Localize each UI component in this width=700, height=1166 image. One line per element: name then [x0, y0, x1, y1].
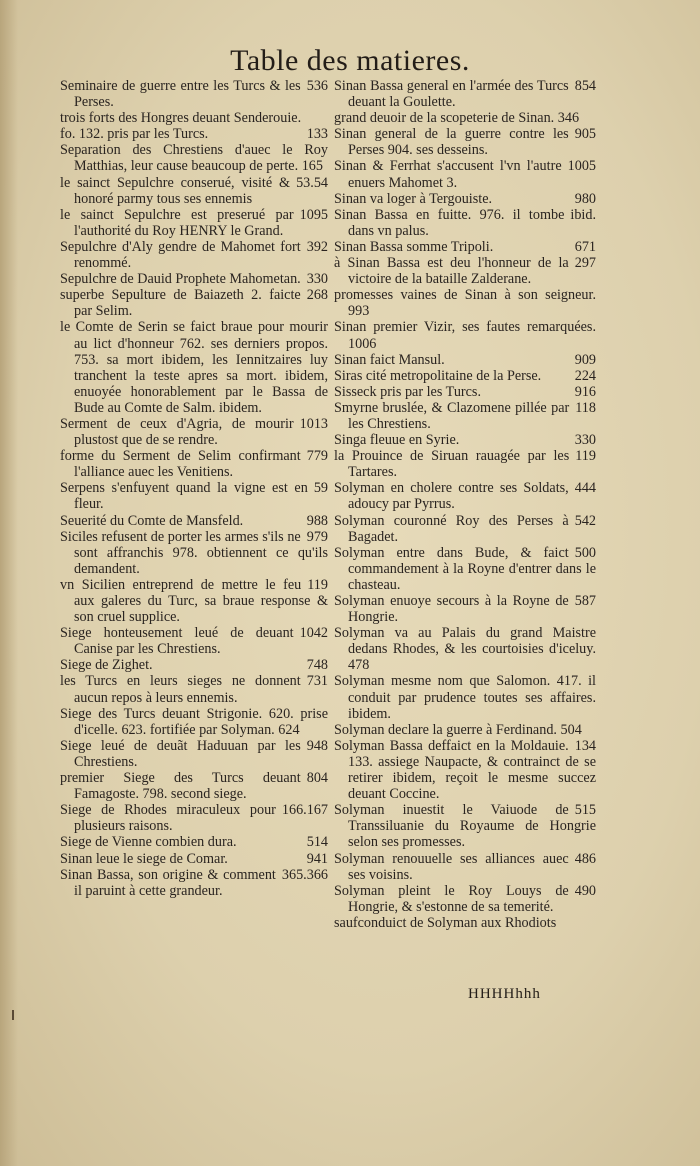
index-entry-page: 59 — [313, 480, 328, 497]
index-entry — [334, 239, 596, 255]
index-entry-page: 118 — [575, 399, 596, 416]
index-entry-page: 909 — [574, 351, 596, 368]
index-entry-page: 854 — [574, 78, 596, 94]
index-entry — [334, 722, 596, 738]
index-entry-page: 119 — [307, 576, 328, 593]
index-entry-page: 779 — [306, 448, 328, 465]
index-entry-text: Solyman en cholere contre ses Soldats, adoucy par Pyrrus. — [334, 480, 569, 513]
index-entry-page: 980 — [574, 190, 596, 207]
index-entry-page: 365.366 — [281, 866, 328, 883]
index-entry-text: Sinan va loger à Tergouiste. — [334, 190, 493, 207]
index-entry-page: 1005 — [567, 158, 596, 175]
index-entry-page: 268 — [306, 287, 328, 304]
index-entry-page: 133 — [306, 126, 328, 143]
index-entry-page: 731 — [306, 673, 328, 690]
index-entry-text: Siege de Zighet. — [60, 657, 153, 674]
index-entry-text: forme du Serment de Selim confirmant l'alliance auec les Venitiens. — [60, 448, 301, 481]
index-entry — [334, 255, 596, 287]
index-entry-page: 490 — [574, 882, 596, 899]
index-entry — [334, 191, 596, 207]
index-entry-page: 224 — [574, 367, 596, 384]
index-entry — [334, 158, 596, 190]
index-entry — [60, 625, 328, 657]
index-entry-text: Solyman enuoye secours à la Royne de Hongrie. — [334, 593, 569, 626]
index-entry — [60, 738, 328, 770]
index-entry-page: 988 — [306, 512, 328, 529]
printer-signature-mark: HHHHhhh — [468, 986, 541, 1002]
index-entry-page: 500 — [574, 544, 596, 561]
index-entry — [60, 529, 328, 577]
index-entry-page: 536 — [306, 78, 328, 94]
index-entry-page: 515 — [574, 802, 596, 819]
index-entry — [334, 352, 596, 368]
index-entry-page: 542 — [574, 512, 596, 529]
index-entry — [334, 673, 596, 721]
index-entry-page: 486 — [574, 850, 596, 867]
index-entry — [60, 867, 328, 899]
index-entry — [60, 239, 328, 271]
index-entry-text: fo. 132. pris par les Turcs. — [60, 126, 209, 143]
index-entry-text: Siras cité metropolitaine de la Perse. — [334, 367, 542, 384]
index-entry — [334, 78, 596, 110]
index-entry-text: promesses vaines de Sinan à son seigneur. 993 — [334, 287, 596, 320]
index-entry-page: 514 — [306, 834, 328, 851]
index-entry — [60, 851, 328, 867]
index-entry — [60, 175, 328, 207]
page-gutter-shadow — [0, 0, 18, 1166]
index-entry-page: 948 — [306, 737, 328, 754]
index-entry — [334, 319, 596, 351]
index-entry — [334, 448, 596, 480]
index-entry — [60, 480, 328, 512]
index-entry-text: Solyman mesme nom que Salomon. 417. il conduit par prudence toutes ses affaires. ibidem. — [334, 673, 596, 722]
index-entry — [334, 432, 596, 448]
index-entry-page: 297 — [574, 255, 596, 272]
index-entry-text: Siege des Turcs deuant Strigonie. 620. prise d'icelle. 623. fortifiée par Solyman. 624 — [60, 705, 328, 738]
index-entry — [60, 287, 328, 319]
index-entry — [334, 915, 596, 931]
index-entry-page: ibid. — [570, 206, 596, 223]
index-entry — [60, 657, 328, 673]
index-entry — [334, 625, 596, 673]
index-entry — [334, 110, 596, 126]
index-entry — [60, 448, 328, 480]
index-entry — [60, 110, 328, 126]
index-entry-text: à Sinan Bassa est deu l'honneur de la victoire de la bataille Zalderane. — [334, 255, 569, 288]
index-entry-text: les Turcs en leurs sieges ne donnent aucun repos à leurs ennemis. — [60, 673, 301, 706]
index-entry — [334, 738, 596, 802]
index-entry-text: le sainct Sepulchre est preserué par l'authorité du Roy HENRY le Grand. — [60, 206, 294, 239]
index-entry-page: 330 — [306, 271, 328, 288]
index-entry — [334, 593, 596, 625]
index-column-left — [60, 78, 328, 899]
index-entry-text: Solyman couronné Roy des Perses à Bagadet. — [334, 512, 569, 545]
index-entry — [334, 883, 596, 915]
index-entry-text: Solyman entre dans Bude, & faict commandement à la Royne d'entrer dans le chasteau. — [334, 544, 596, 593]
index-entry — [60, 577, 328, 625]
index-entry-text: Sinan leue le siege de Comar. — [60, 850, 228, 867]
index-column-right — [334, 78, 596, 931]
index-entry-text: Sinan & Ferrhat s'accusent l'vn l'autre enuers Mahomet 3. — [334, 158, 562, 191]
index-entry-text: Siege honteusement leué de deuant Canise par les Chrestiens. — [60, 625, 294, 658]
index-entry — [60, 673, 328, 705]
index-entry — [60, 770, 328, 802]
index-entry-text: vn Sicilien entreprend de mettre le feu aux galeres du Turc, sa braue response & son cruel supplice. — [60, 576, 328, 626]
index-entry — [334, 545, 596, 593]
index-entry-text: Serment de ceux d'Agria, de mourir plustost que de se rendre. — [60, 415, 294, 449]
index-entry-text: saufconduict de Solyman aux Rhodiots — [334, 914, 557, 931]
index-entry-text: Seminaire de guerre entre les Turcs & les Perses. — [60, 78, 301, 111]
index-entry-text: Sinan Bassa en fuitte. 976. il tombe dans vn palus. — [334, 206, 565, 239]
index-entry-text: premier Siege des Turcs deuant Famagoste. 798. second siege. — [60, 770, 301, 803]
index-entry-text: Solyman Bassa deffaict en la Moldauie. 133. assiege Naupacte, & contrainct de se retirer ibidem, reçoit le mesme succez deuant Coccine. — [334, 737, 596, 803]
index-entry-text: Siege leué de deuãt Haduuan par les Chrestiens. — [60, 737, 301, 770]
index-entry-text: Sinan Bassa somme Tripoli. — [334, 238, 494, 255]
index-entry — [60, 513, 328, 529]
index-entry — [334, 513, 596, 545]
index-entry — [60, 271, 328, 287]
index-entry-text: Smyrne bruslée, & Clazomene pillée par les Chrestiens. — [334, 399, 570, 432]
index-entry-page: 119 — [575, 448, 596, 465]
index-entry — [60, 126, 328, 142]
index-entry-text: Separation des Chrestiens d'auec le Roy Matthias, leur cause beaucoup de perte. 165 — [60, 142, 328, 175]
index-entry-page: 916 — [574, 383, 596, 400]
index-entry — [334, 368, 596, 384]
index-entry-text: Serpens s'enfuyent quand la vigne est en fleur. — [60, 480, 308, 513]
index-entry — [60, 78, 328, 110]
index-entry-page: 134 — [574, 737, 596, 754]
index-entry-text: Sinan faict Mansul. — [334, 351, 445, 368]
index-entry-text: Solyman declare la guerre à Ferdinand. 504 — [334, 721, 582, 738]
index-entry-page: 330 — [574, 432, 596, 449]
page-title: Table des matieres. — [230, 44, 470, 77]
index-entry-text: grand deuoir de la scopeterie de Sinan. 346 — [334, 110, 580, 127]
index-entry-page: 53.54 — [296, 174, 328, 191]
index-entry-page: 941 — [306, 850, 328, 867]
index-entry-text: Seuerité du Comte de Mansfeld. — [60, 512, 244, 529]
index-entry-page: 1095 — [299, 206, 328, 223]
index-entry-text: le sainct Sepulchre conserué, visité & honoré parmy tous ses ennemis — [60, 174, 291, 207]
index-entry-text: Solyman va au Palais du grand Maistre dedans Rhodes, & les courtoisies d'iceluy. 478 — [334, 625, 596, 674]
index-entry — [334, 126, 596, 158]
index-entry-text: Sinan general de la guerre contre les Perses 904. ses desseins. — [334, 126, 569, 159]
index-entry-text: Siciles refusent de porter les armes s'ils ne sont affranchis 978. obtiennent ce qu'ils demandent. — [60, 528, 328, 577]
index-entry-text: la Prouince de Siruan rauagée par les Tartares. — [334, 448, 570, 481]
index-entry — [334, 287, 596, 319]
index-entry — [60, 319, 328, 416]
index-entry-text: Siege de Rhodes miraculeux pour plusieurs raisons. — [60, 802, 276, 835]
index-entry — [334, 207, 596, 239]
index-entry-text: Sinan premier Vizir, ses fautes remarquées. 1006 — [334, 319, 596, 352]
index-entry-text: le Comte de Serin se faict braue pour mourir au lict d'honneur 762. ses derniers propos. 753. sa mort ibidem, les Iennitzaires luy tranchent la teste apres sa mort. ibidem, enuoyée honorablement par le Bassa de Bude au Comte de Salm. ibidem. — [60, 319, 328, 416]
index-entry-page: 979 — [306, 528, 328, 545]
index-entry-page: 905 — [574, 126, 596, 143]
index-entry — [334, 384, 596, 400]
index-entry — [60, 802, 328, 834]
index-entry-page: 392 — [306, 238, 328, 255]
index-entry — [60, 142, 328, 174]
index-entry-page: 671 — [574, 238, 596, 255]
index-entry-page: 444 — [574, 480, 596, 497]
index-entry-text: Sinan Bassa, son origine & comment il paruint à cette grandeur. — [60, 866, 276, 899]
index-entry-page: 587 — [574, 593, 596, 609]
index-entry — [60, 834, 328, 850]
index-entry-text: Sisseck pris par les Turcs. — [334, 383, 482, 400]
index-entry-text: Singa fleuue en Syrie. — [334, 432, 460, 449]
index-entry-text: Solyman inuestit le Vaiuode de Transsiluanie du Royaume de Hongrie selon ses promesses. — [334, 802, 596, 851]
index-entry-page: 1042 — [299, 625, 328, 642]
index-entry — [60, 416, 328, 448]
index-entry-text: Solyman pleint le Roy Louys de Hongrie, & s'estonne de sa temerité. — [334, 882, 569, 915]
index-entry-text: Solyman renouuelle ses alliances auec ses voisins. — [334, 850, 569, 883]
index-entry — [60, 706, 328, 738]
index-entry — [334, 851, 596, 883]
index-entry-page: 1013 — [299, 415, 328, 432]
index-entry-text: Sepulchre de Dauid Prophete Mahometan. — [60, 271, 301, 288]
index-entry-page: 166.167 — [281, 802, 328, 819]
index-entry — [334, 480, 596, 512]
index-entry-text: trois forts des Hongres deuant Senderouie. — [60, 110, 302, 127]
index-entry-text: Sinan Bassa general en l'armée des Turcs deuant la Goulette. — [334, 78, 569, 111]
index-entry-text: Sepulchre d'Aly gendre de Mahomet fort renommé. — [60, 238, 301, 272]
index-entry-page: 748 — [306, 657, 328, 674]
index-entry-text: superbe Sepulture de Baiazeth 2. faicte par Selim. — [60, 287, 301, 320]
index-entry — [334, 400, 596, 432]
index-entry-text: Siege de Vienne combien dura. — [60, 834, 237, 851]
index-entry-page: 804 — [306, 770, 328, 787]
index-entry — [60, 207, 328, 239]
index-entry — [334, 802, 596, 850]
margin-mark — [12, 1010, 14, 1020]
